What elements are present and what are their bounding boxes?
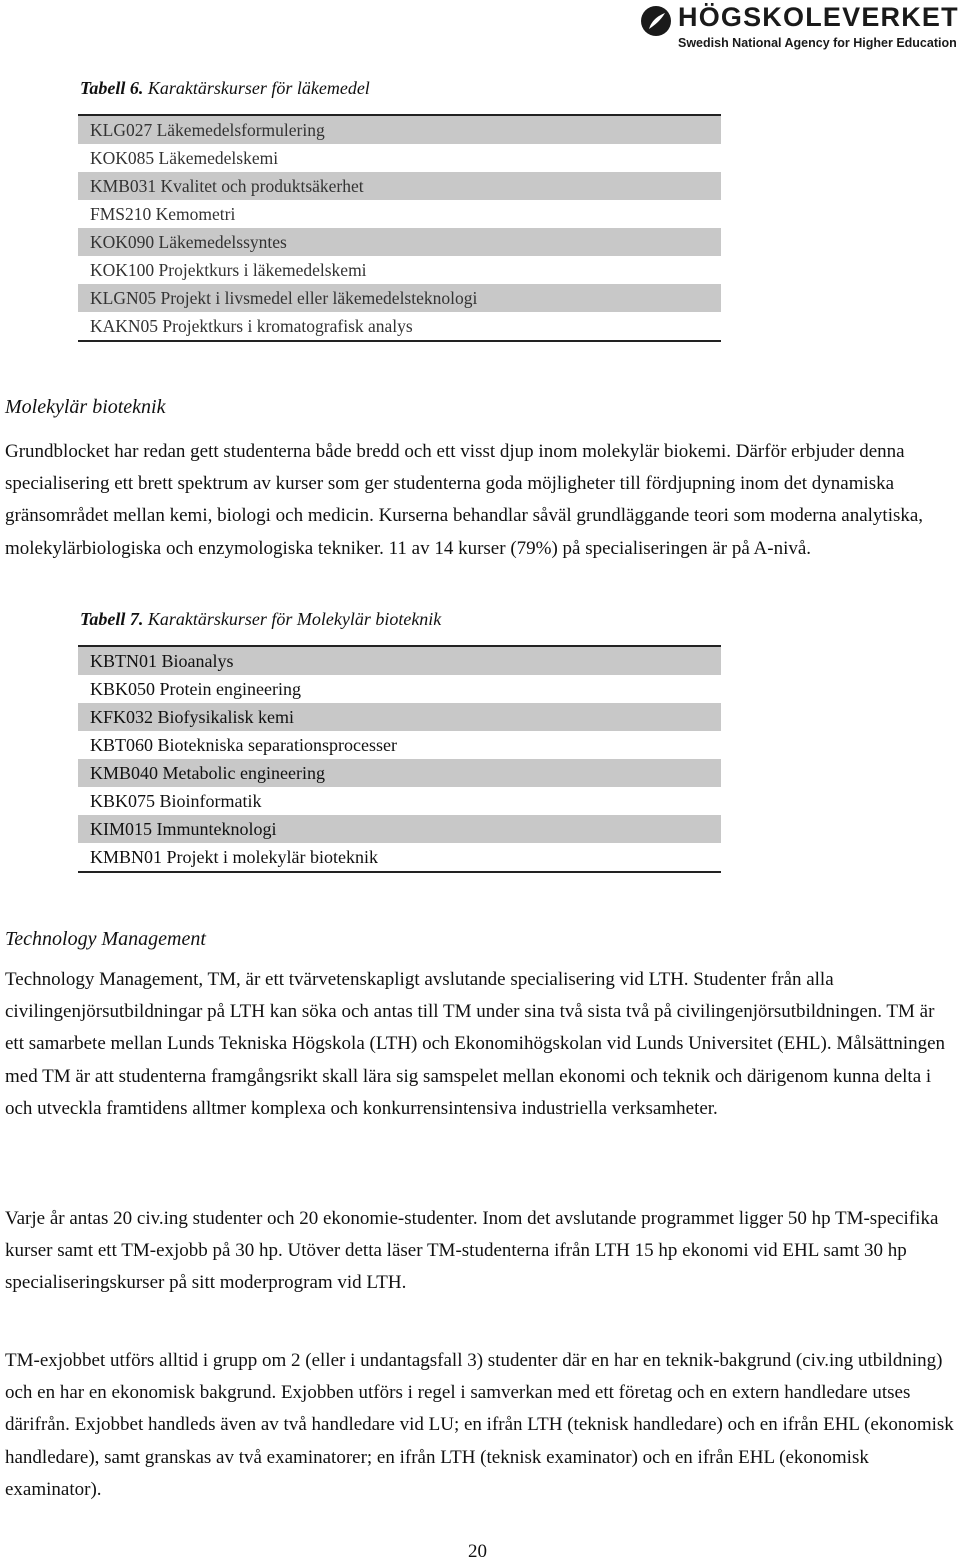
- molekylar-paragraph: Grundblocket har redan gett studenterna både bredd och ett visst djup inom molekylär biokemi. Därför erbjuder denna specialisering ett brett spektrum av kurser som ger studenterna goda möjligheter till fördjupning inom det dynamiska gränsområdet mellan kemi, biologi och medicin. Kurserna behandlar såväl grundläggande teori som moderna analytiska, molekylärbiologiska och enzymologiska tekniker. 11 av 14 kurser (79%) på specialiseringen är på A-nivå.: [5, 441, 924, 559]
- table7: [78, 645, 721, 873]
- table-row: KAKN05 Projektkurs i kromatografisk analys: [78, 312, 721, 340]
- table-row: KMB031 Kvalitet och produktsäkerhet: [78, 172, 721, 200]
- table6-label: Tabell 6.: [80, 78, 144, 98]
- table7-caption: [80, 609, 441, 630]
- agency-logo: [640, 2, 958, 52]
- table-row: KMBN01 Projekt i molekylär bioteknik: [78, 843, 721, 871]
- table-row: KBK050 Protein engineering: [78, 675, 721, 703]
- table-row: KLGN05 Projekt i livsmedel eller läkemedelsteknologi: [78, 284, 721, 312]
- table-row: KIM015 Immunteknologi: [78, 815, 721, 843]
- technology-paragraph-3: TM-exjobbet utförs alltid i grupp om 2 (eller i undantagsfall 3) studenter där en har en teknik-bakgrund (civ.ing utbildning) och en har en ekonomisk bakgrund. Exjobben utförs i regel i samverkan med ett företag och en extern handledare utses därifrån. Exjobbet handleds även av två handledare vid LU; en ifrån LTH (teknisk handledare) och en ifrån EHL (ekonomisk handledare), samt granskas av två examinatorer; en ifrån LTH (teknisk examinator) och en ifrån EHL (ekonomisk examinator).: [5, 1350, 954, 1500]
- table6-caption: [80, 78, 370, 99]
- section-heading-molekylar: Molekylär bioteknik: [5, 396, 166, 418]
- table-row: KBTN01 Bioanalys: [78, 647, 721, 675]
- table7-title: Karaktärskurser för Molekylär bioteknik: [147, 609, 442, 629]
- section-heading-technology: Technology Management: [5, 928, 206, 950]
- table-row: KMB040 Metabolic engineering: [78, 759, 721, 787]
- logo-subtitle: Swedish National Agency for Higher Education: [678, 36, 957, 50]
- table-row: KFK032 Biofysikalisk kemi: [78, 703, 721, 731]
- table-row: KBK075 Bioinformatik: [78, 787, 721, 815]
- table-row: KOK100 Projektkurs i läkemedelskemi: [78, 256, 721, 284]
- logo-emblem-icon: [640, 5, 672, 37]
- technology-paragraph-2: Varje år antas 20 civ.ing studenter och 20 ekonomie-studenter. Inom det avslutande programmet ligger 50 hp TM-specifika kurser samt ett TM-exjobb på 30 hp. Utöver detta läser TM-studenterna ifrån LTH 15 hp ekonomi vid EHL samt 30 hp specialiseringskurser på sitt moderprogram vid LTH.: [5, 1208, 939, 1294]
- table-row: FMS210 Kemometri: [78, 200, 721, 228]
- table-row: KOK090 Läkemedelssyntes: [78, 228, 721, 256]
- table6-title: Karaktärskurser för läkemedel: [147, 78, 370, 98]
- table-row: KOK085 Läkemedelskemi: [78, 144, 721, 172]
- page-number: 20: [468, 1541, 487, 1562]
- logo-name: HÖGSKOLEVERKET: [678, 2, 959, 32]
- table7-label: Tabell 7.: [80, 609, 144, 629]
- technology-paragraph-1: Technology Management, TM, är ett tvärvetenskapligt avslutande specialisering vid LTH. Studenter från alla civilingenjörsutbildningar på LTH kan söka och antas till TM under sina två sista två på civilingenjörsutbildningen. TM är ett samarbete mellan Lunds Tekniska Högskola (LTH) och Ekonomihögskolan vid Lunds Universitet (EHL). Målsättningen med TM är att studenterna framgångsrikt skall lära sig samspelet mellan ekonomi och teknik och därigenom kunna delta i och utveckla framtidens alltmer komplexa och konkurrensintensiva industriella verksamheter.: [5, 969, 946, 1119]
- table6: [78, 114, 721, 342]
- table-row: KLG027 Läkemedelsformulering: [78, 116, 721, 144]
- table-row: KBT060 Biotekniska separationsprocesser: [78, 731, 721, 759]
